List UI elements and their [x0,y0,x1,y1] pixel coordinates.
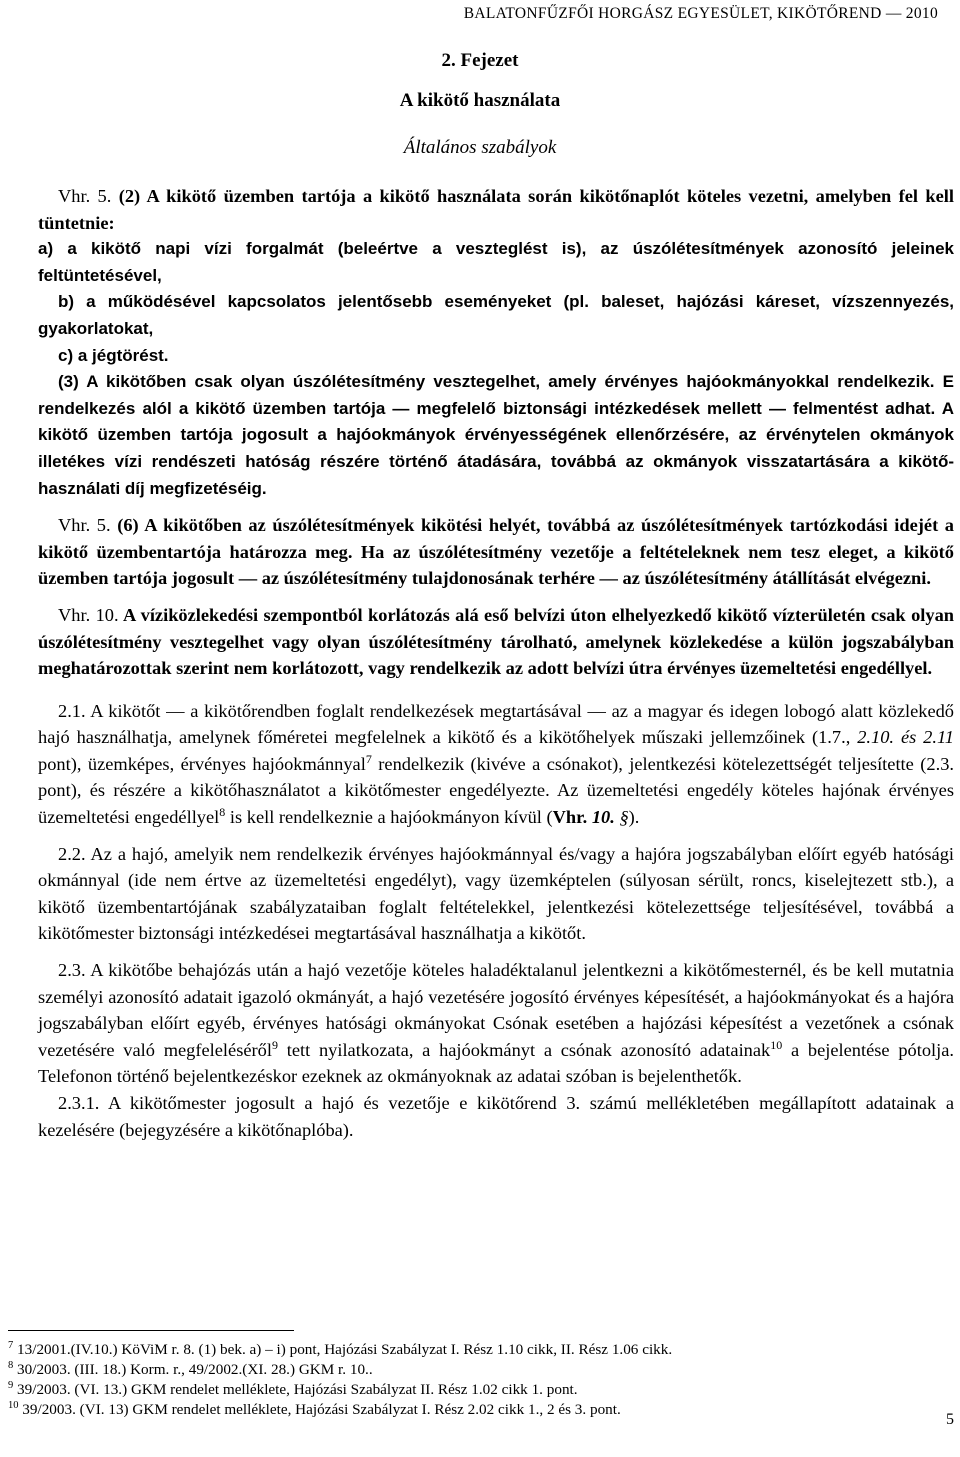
footnote [8,1380,938,1400]
footnote-number: 9 [8,1379,14,1391]
list-item-a: a) a kikötő napi vízi forgalmát (beleértve a veszteglést is), az úszólétesítmények azonosító jeleinek feltüntetésével, [38,239,954,285]
footnote [8,1360,938,1380]
footnote [8,1340,938,1360]
document-body [38,183,954,1143]
chapter-number: 2. Fejezet [441,50,519,71]
footnote-number: 10 [8,1399,19,1411]
regulation-ref: 10. [587,807,615,828]
section-subtitle: Általános szabályok [403,137,557,158]
list-item-c: c) a jégtörést. [58,345,169,365]
footnote-ref: 7 [365,751,372,766]
paragraph-text: A víziközlekedési szempontból korlátozás alá eső belvízi úton elhelyezkedő kikötő vízterületén csak olyan úszólétesítmény vesztegelhet vagy olyan úszólétesítmény tárolható, amelynek közlekedése a külön jogszabályban meghatározottak szerint nem korlátozott, vagy rendelkezik az adott belvízi útra érvényes üzemeltetési engedéllyel. [38,604,954,679]
paragraph-text: pont), üzemképes, érvényes hajóokmánnyal [38,753,366,774]
paragraph-vhr10 [38,602,954,682]
paragraph-text: 2.1. A kikötőt — a kikötőrendben foglalt rendelkezések megtartásával — az a magyar és idegen lobogó alatt közlekedő hajó használhatja, amelynek főméretei megfelelnek a kikötő és a kikötőhelyek műszaki jellemzőinek (1.7., [38,700,954,748]
paragraph-vhr5-3: (3) A kikötőben csak olyan úszólétesítmény vesztegelhet, amely érvényes hajóokmányokkal rendelkezik. E rendelkezés alól a kikötő üzemben tartója — megfelelő biztonsági intézkedések mellett — felmentést adhat. A kikötő üzemben tartója jogosult a hajóokmányok érvényességének ellenőrzésére, az érvénytelen okmányok illetékes vízi rendészeti hatóság részére történő átadására, továbbá az okmányok visszatartására a kikötő-használati díj megfizetéséig. [38,372,954,498]
paragraph-text: rendelkezik (kivéve a csónakot), jelentkezési kötelezettségét teljesítette (2.3. pont), és részére a kikötőhasználatot a kikötőmester engedélyezte. Az üzemeltetési engedély köteles hajónak érvényes üzemeltetési engedéllyel [38,753,954,828]
paragraph-text: tett nyilatkozata, a hajóokmányt a csónak azonosító adatainak [277,1039,771,1060]
footnote-text: 30/2003. (III. 18.) Korm. r., 49/2002.(XI. 28.) GKM r. 10.. [13,1361,373,1378]
list-item-b: b) a működésével kapcsolatos jelentősebb eseményeket (pl. baleset, hajózási káreset, vízszennyezés, gyakorlatokat, [38,292,954,338]
footnote-text: 39/2003. (VI. 13.) GKM rendelet melléklete, Hajózási Szabályzat II. Rész 1.02 cikk 1. pont. [13,1381,578,1398]
paragraph-vhr5-6 [38,512,954,592]
footnote-ref: 10 [770,1037,783,1052]
paragraph-vhr5-2 [38,183,954,236]
footnote-text: 39/2003. (VI. 13) GKM rendelet melléklete, Hajózási Szabályzat I. Rész 2.02 cikk 1., 2 és 3. pont. [18,1401,621,1418]
regulation-ref: Vhr. 10. [58,604,119,625]
section-symbol-icon: § [619,807,629,828]
page-number: 5 [946,1411,954,1428]
paragraph-text: (2) A kikötő üzemben tartója a kikötő használata során kikötőnaplót köteles vezetni, amelyben fel kell tüntetnie: [38,186,954,233]
footnotes [8,1340,938,1420]
regulation-ref: Vhr. [552,807,588,828]
footnote-ref: 8 [219,804,226,819]
running-header: BALATONFŰZFŐI HORGÁSZ EGYESÜLET, KIKÖTŐREND — 2010 [463,5,938,22]
footnote-number: 7 [8,1339,14,1351]
paragraph-text: ). [628,807,640,828]
footnote-divider [8,1330,294,1331]
italic-ref: 2.10. és 2.11 [857,727,955,748]
paragraph-2-3-1: 2.3.1. A kikötőmester jogosult a hajó és vezetője e kikötőrend 3. számú mellékletében megállapított adatainak a kezelésére (bejegyzésére a kikötőnaplóba). [38,1093,954,1140]
footnote [8,1400,938,1420]
footnote-text: 13/2001.(IV.10.) KöViM r. 8. (1) bek. a) – i) pont, Hajózási Szabályzat I. Rész 1.10 cikk, II. Rész 1.06 cikk. [13,1341,673,1358]
paragraph-text: is kell rendelkeznie a hajóokmányon kívül ( [225,807,553,828]
paragraph-2-2: 2.2. Az a hajó, amelyik nem rendelkezik érvényes hajóokmánnyal és/vagy a hajóra jogszabályban előírt egyéb hatósági okmánnyal (ide nem értve az üzemeltetési engedélyt), vagy üzemképtelen (súlyosan sérült, roncs, kiselejtezett stb.), a kikötő üzembentartójának szabályzataiban foglalt feltételekkel, jelentkezési kötelezettsége teljesítésével, továbbá a kikötőmester biztonsági intézkedései megtartásával használhatja a kikötőt. [38,843,954,944]
paragraph-text: 2.3. A kikötőbe behajózás után a hajó vezetője köteles haladéktalanul jelentkezni a kikötőmesternél, és be kell mutatnia személyi azonosító adatait igazoló okmányát, a hajó vezetésére jogosító érvényes képesítését, a hajóokmányokat és a hajóra jogszabályban előírt egyéb, érvényes hatósági okmányokat Csónak esetében a hajózási képesítést a vezetőnek a csónak vezetésére való megfeleléséről [38,960,954,1060]
paragraph-text: a bejelentése pótolja. Telefonon történő bejelentkezéskor ezeknek az okmányoknak az adatai szóban is bejelenthetők. [38,1039,954,1087]
chapter-title: A kikötő használata [399,90,561,111]
footnote-ref: 9 [271,1037,278,1052]
regulation-ref: Vhr. 5. [58,186,112,206]
paragraph-2-3 [38,957,954,1090]
footnote-number: 8 [8,1359,14,1371]
regulation-ref: Vhr. 5. [58,515,111,536]
paragraph-text: (6) A kikötőben az úszólétesítmények kikötési helyét, továbbá az úszólétesítmények tartózkodási idejét a kikötő üzembentartója határozza meg. Ha az úszólétesítmény vezetője a feltételeknek nem tesz eleget, a kikötő üzemben tartója jogosult — az úszólétesítmény tulajdonosának terhére — az úszólétesítmény átállítását elvégezni. [38,515,955,589]
paragraph-2-1 [38,698,954,831]
